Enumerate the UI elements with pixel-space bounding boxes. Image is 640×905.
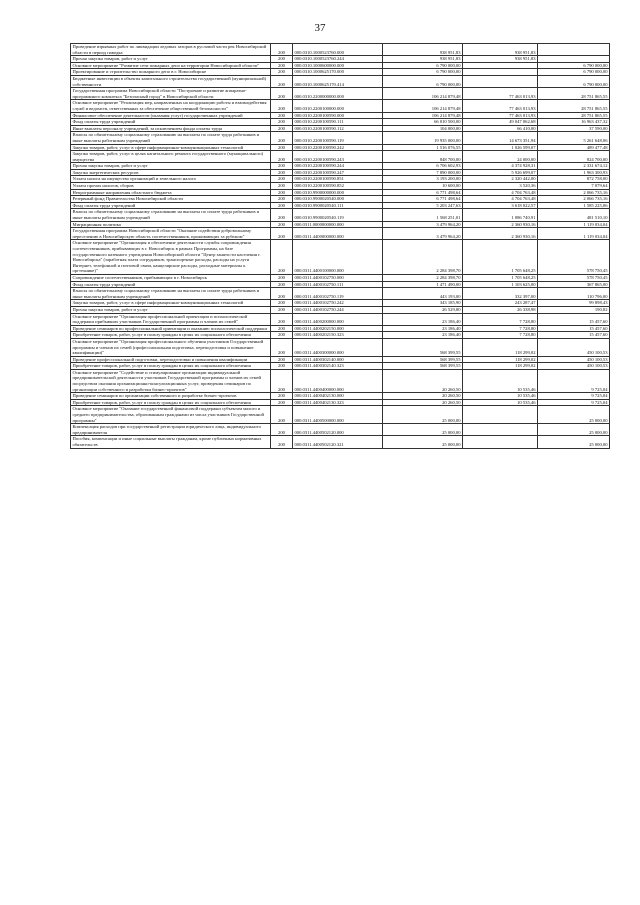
row-classification-code-cell: 000.0311.4400400000.000	[293, 369, 383, 392]
row-executed-amount-cell	[463, 436, 538, 448]
row-executed-amount-cell: 2 320 442,00	[463, 176, 538, 183]
row-approved-amount-cell: 20 260,50	[383, 399, 463, 406]
row-unexecuted-amount-cell: 1 119 034,04	[538, 221, 610, 228]
row-code-cell: 200	[271, 144, 293, 151]
row-code-cell: 200	[271, 151, 293, 163]
row-unexecuted-amount-cell: 9 725,04	[538, 369, 610, 392]
table-row	[71, 62, 610, 69]
row-classification-code-cell: 000.0310.1000523760.000	[293, 44, 383, 56]
row-classification-code-cell: 000.0311.0000000000.000	[293, 221, 383, 228]
row-code-cell: 200	[271, 202, 293, 209]
row-approved-amount-cell: 20 260,50	[383, 393, 463, 400]
row-unexecuted-amount-cell: 7 079,64	[538, 183, 610, 190]
table-row	[71, 88, 610, 100]
row-unexecuted-amount-cell: 16 963 437,32	[538, 119, 610, 126]
row-unexecuted-amount-cell: 15 457,60	[538, 325, 610, 332]
row-name-cell: Фонд оплаты труда учреждений	[71, 202, 271, 209]
row-unexecuted-amount-cell: 578 750,45	[538, 240, 610, 275]
row-unexecuted-amount-cell: 5 261 648,06	[538, 132, 610, 144]
row-executed-amount-cell: 77 463 013,93	[463, 100, 538, 112]
row-executed-amount-cell	[463, 406, 538, 424]
row-unexecuted-amount-cell: 2 331 674,12	[538, 163, 610, 170]
row-unexecuted-amount-cell: 25 000,00	[538, 406, 610, 424]
row-unexecuted-amount-cell: 1 963 300,93	[538, 169, 610, 176]
row-approved-amount-cell: 2 284 398,70	[383, 240, 463, 275]
row-executed-amount-cell: 118 299,02	[463, 356, 538, 363]
row-classification-code-cell: 000.0310.1000625170.000	[293, 69, 383, 76]
row-approved-amount-cell: 938 951,83	[383, 44, 463, 56]
row-approved-amount-cell: 6 706 602,93	[383, 163, 463, 170]
row-executed-amount-cell: 49 047 062,68	[463, 119, 538, 126]
row-unexecuted-amount-cell	[538, 44, 610, 56]
row-code-cell: 200	[271, 281, 293, 288]
row-unexecuted-amount-cell: 367 865,00	[538, 281, 610, 288]
row-approved-amount-cell: 568 399,55	[383, 338, 463, 356]
row-name-cell: Приобретение товаров, работ, услуг в пользу граждан в целях их социального обеспечения	[71, 332, 271, 339]
row-code-cell: 200	[271, 221, 293, 228]
row-name-cell: Фонд оплаты труда учреждений	[71, 281, 271, 288]
table-row	[71, 240, 610, 275]
row-unexecuted-amount-cell: 99 898,43	[538, 300, 610, 307]
row-code-cell: 200	[271, 436, 293, 448]
row-code-cell: 200	[271, 75, 293, 87]
row-approved-amount-cell: 3 193 200,00	[383, 176, 463, 183]
row-executed-amount-cell: 14 673 351,94	[463, 132, 538, 144]
row-name-cell: Уплата налога на имущество организаций и земельного налога	[71, 176, 271, 183]
row-classification-code-cell: 000.0311.4400502120.321	[293, 436, 383, 448]
row-executed-amount-cell: 4 704 763,48	[463, 189, 538, 196]
row-executed-amount-cell	[463, 69, 538, 76]
row-unexecuted-amount-cell: 6 790 000,00	[538, 69, 610, 76]
row-code-cell: 200	[271, 209, 293, 221]
row-classification-code-cell: 000.0310.2200100000.000	[293, 100, 383, 112]
row-approved-amount-cell: 6 790 000,00	[383, 69, 463, 76]
table-row	[71, 100, 610, 112]
row-unexecuted-amount-cell: 872 758,00	[538, 176, 610, 183]
row-unexecuted-amount-cell: 190,82	[538, 306, 610, 313]
row-code-cell: 200	[271, 189, 293, 196]
row-classification-code-cell: 000.0311.4400200000.000	[293, 313, 383, 325]
row-code-cell: 200	[271, 338, 293, 356]
row-executed-amount-cell: 26 338,98	[463, 306, 538, 313]
row-classification-code-cell: 000.0311.4400102750.119	[293, 288, 383, 300]
row-executed-amount-cell	[463, 62, 538, 69]
row-name-cell: Сопровождение соотечественников, прибывающих в г. Новосибирск	[71, 274, 271, 281]
row-approved-amount-cell: 3 479 964,20	[383, 228, 463, 240]
table-row	[71, 221, 610, 228]
row-name-cell: Прочая закупка товаров, работ и услуг	[71, 306, 271, 313]
row-name-cell: Государственная программа Новосибирской области "Оказание содействия добровольному переселению в Новосибирскую область соотечественников, проживающих за рубежом"	[71, 228, 271, 240]
row-classification-code-cell: 000.0311.4400202150.323	[293, 332, 383, 339]
row-unexecuted-amount-cell: 6 790 000,00	[538, 62, 610, 69]
row-classification-code-cell: 000.0310.2200100590.000	[293, 112, 383, 119]
row-code-cell: 200	[271, 406, 293, 424]
row-code-cell: 200	[271, 369, 293, 392]
row-unexecuted-amount-cell: 110 796,00	[538, 288, 610, 300]
row-executed-amount-cell: 938 951,83	[463, 44, 538, 56]
row-classification-code-cell: 000.0310.2200100590.851	[293, 176, 383, 183]
row-executed-amount-cell: 10 535,46	[463, 393, 538, 400]
row-classification-code-cell: 000.0310.9900020540.119	[293, 209, 383, 221]
row-approved-amount-cell: 66 010 500,00	[383, 119, 463, 126]
page-number: 37	[314, 22, 326, 34]
table-row	[71, 209, 610, 221]
table-body	[71, 44, 610, 449]
row-executed-amount-cell: 938 951,83	[463, 56, 538, 63]
row-unexecuted-amount-cell	[538, 56, 610, 63]
row-unexecuted-amount-cell: 9 725,04	[538, 399, 610, 406]
row-approved-amount-cell: 1 568 251,01	[383, 209, 463, 221]
row-executed-amount-cell: 77 463 013,93	[463, 88, 538, 100]
row-approved-amount-cell: 6 790 000,00	[383, 62, 463, 69]
row-name-cell: Проведение семинаров по организации собственного и разработке бизнес-проектов	[71, 393, 271, 400]
row-classification-code-cell: 000.0310.9900020540.000	[293, 196, 383, 203]
row-unexecuted-amount-cell: 489 477,48	[538, 144, 610, 151]
row-unexecuted-amount-cell: 2 066 735,16	[538, 196, 610, 203]
row-code-cell: 200	[271, 183, 293, 190]
row-executed-amount-cell: 5 926 699,07	[463, 169, 538, 176]
row-code-cell: 200	[271, 69, 293, 76]
row-code-cell: 200	[271, 112, 293, 119]
row-code-cell: 200	[271, 132, 293, 144]
row-approved-amount-cell: 3 479 964,20	[383, 221, 463, 228]
row-approved-amount-cell: 6 790 000,00	[383, 75, 463, 87]
row-code-cell: 200	[271, 274, 293, 281]
row-executed-amount-cell: 4 374 928,31	[463, 163, 538, 170]
row-classification-code-cell: 000.0310.2200100590.119	[293, 132, 383, 144]
row-unexecuted-amount-cell: 578 750,45	[538, 274, 610, 281]
row-classification-code-cell: 000.0311.4400102750.111	[293, 281, 383, 288]
row-classification-code-cell: 000.0311.4400402130.000	[293, 393, 383, 400]
table-row	[71, 393, 610, 400]
row-classification-code-cell: 000.0311.4400102750.000	[293, 274, 383, 281]
table-row	[71, 112, 610, 119]
row-approved-amount-cell: 19 935 000,00	[383, 132, 463, 144]
table-row	[71, 125, 610, 132]
row-unexecuted-amount-cell: 450 100,53	[538, 356, 610, 363]
row-name-cell: Государственная программа Новосибирской области "Построение и развитие аппаратно-программного комплекса "Безопасный город" в Новосибирской области	[71, 88, 271, 100]
row-name-cell: Основное мероприятие "Организация профессиональной ориентации и психологической поддержки прибывших участников Государственной программы и членов их семей"	[71, 313, 271, 325]
row-executed-amount-cell: 1 705 648,25	[463, 240, 538, 275]
row-approved-amount-cell: 568 399,55	[383, 363, 463, 370]
row-executed-amount-cell: 7 728,80	[463, 313, 538, 325]
row-name-cell: Иные выплаты персоналу учреждений, за исключением фонда оплаты труда	[71, 125, 271, 132]
row-unexecuted-amount-cell: 2 066 735,16	[538, 189, 610, 196]
row-unexecuted-amount-cell: 15 457,60	[538, 332, 610, 339]
table-row	[71, 399, 610, 406]
row-unexecuted-amount-cell: 15 457,60	[538, 313, 610, 325]
row-name-cell: Приобретение товаров, работ, услуг в пользу граждан в целях их социального обеспечения	[71, 399, 271, 406]
row-classification-code-cell: 000.0310.2200100590.247	[293, 169, 383, 176]
table-row	[71, 281, 610, 288]
row-approved-amount-cell: 6 771 498,64	[383, 189, 463, 196]
row-name-cell: Проведение взрывных работ по ликвидации ледовых заторов в русловой части рек Новосибирской области в период паводка	[71, 44, 271, 56]
row-approved-amount-cell: 26 529,80	[383, 306, 463, 313]
row-unexecuted-amount-cell: 28 751 865,55	[538, 112, 610, 119]
row-unexecuted-amount-cell: 1 585 225,06	[538, 202, 610, 209]
row-name-cell: Взносы по обязательному социальному страхованию на выплаты по оплате труда работников и иные выплаты работникам учреждений	[71, 209, 271, 221]
table-row	[71, 424, 610, 436]
table-row	[71, 338, 610, 356]
row-classification-code-cell: 000.0311.4400502120.000	[293, 424, 383, 436]
row-executed-amount-cell: 66 410,00	[463, 125, 538, 132]
row-executed-amount-cell: 1 026 599,07	[463, 144, 538, 151]
row-approved-amount-cell: 25 000,00	[383, 406, 463, 424]
row-code-cell: 200	[271, 125, 293, 132]
table-row	[71, 274, 610, 281]
row-name-cell: Проектирование и строительство пожарного депо в г. Новосибирске	[71, 69, 271, 76]
row-executed-amount-cell: 24 000,00	[463, 151, 538, 163]
row-approved-amount-cell: 10 600,00	[383, 183, 463, 190]
row-classification-code-cell: 000.0311.4400000000.000	[293, 228, 383, 240]
row-code-cell: 200	[271, 325, 293, 332]
row-name-cell: Финансовое обеспечение деятельности (оказания услуг) государственных учреждений	[71, 112, 271, 119]
row-code-cell: 200	[271, 240, 293, 275]
row-unexecuted-amount-cell: 824 700,00	[538, 151, 610, 163]
table-row	[71, 369, 610, 392]
table-row	[71, 75, 610, 87]
row-approved-amount-cell: 25 000,00	[383, 424, 463, 436]
table-row	[71, 169, 610, 176]
row-name-cell: Прочая закупка товаров, работ и услуг	[71, 56, 271, 63]
row-name-cell: Компенсация расходов при государственной регистрации юридического лица, индивидуального предпринимателя	[71, 424, 271, 436]
row-name-cell: Прочая закупка товаров, работ и услуг	[71, 163, 271, 170]
row-classification-code-cell: 000.0310.1000523760.244	[293, 56, 383, 63]
row-code-cell: 200	[271, 44, 293, 56]
table-row	[71, 363, 610, 370]
row-code-cell: 200	[271, 356, 293, 363]
table-row	[71, 69, 610, 76]
table-row	[71, 436, 610, 448]
row-classification-code-cell: 000.0310.2200100590.852	[293, 183, 383, 190]
table-row	[71, 144, 610, 151]
row-code-cell: 200	[271, 119, 293, 126]
row-classification-code-cell: 000.0310.9900000000.000	[293, 189, 383, 196]
row-approved-amount-cell: 6 771 498,64	[383, 196, 463, 203]
row-name-cell: Бюджетные инвестиции в объекты капитального строительства государственной (муниципальной) собственности	[71, 75, 271, 87]
row-classification-code-cell: 000.0310.1000625170.414	[293, 75, 383, 87]
row-approved-amount-cell: 104 000,00	[383, 125, 463, 132]
row-approved-amount-cell: 1 471 490,00	[383, 281, 463, 288]
row-unexecuted-amount-cell: 1 119 034,04	[538, 228, 610, 240]
row-code-cell: 200	[271, 88, 293, 100]
row-approved-amount-cell: 106 214 879,48	[383, 88, 463, 100]
table-row	[71, 325, 610, 332]
row-code-cell: 200	[271, 176, 293, 183]
row-classification-code-cell: 000.0311.4400100000.000	[293, 240, 383, 275]
row-name-cell: Проведение профессиональной подготовки, переподготовки и повышения квалификации	[71, 356, 271, 363]
row-classification-code-cell: 000.0311.4400302140.000	[293, 356, 383, 363]
row-classification-code-cell: 000.0311.4400102750.244	[293, 306, 383, 313]
row-executed-amount-cell: 3 520,36	[463, 183, 538, 190]
row-code-cell: 200	[271, 163, 293, 170]
row-executed-amount-cell: 332 397,00	[463, 288, 538, 300]
row-name-cell: Закупка энергетических ресурсов	[71, 169, 271, 176]
row-name-cell: Основное мероприятие "Оказание государственной финансовой поддержки субъектам малого и среднего предпринимательства, образованным гражданами из числа участников Государственной программы"	[71, 406, 271, 424]
budget-execution-table	[70, 43, 610, 449]
row-name-cell: Проведение семинаров по профессиональной ориентации и оказанию психологической поддержки	[71, 325, 271, 332]
row-approved-amount-cell: 20 260,50	[383, 369, 463, 392]
table-row	[71, 356, 610, 363]
row-name-cell: Пособия, компенсации и иные социальные выплаты гражданам, кроме публичных нормативных обязательств	[71, 436, 271, 448]
row-executed-amount-cell: 243 287,47	[463, 300, 538, 307]
row-unexecuted-amount-cell: 25 000,00	[538, 436, 610, 448]
row-code-cell: 200	[271, 100, 293, 112]
row-name-cell: Основное мероприятие "Реализация мер, направленных на координацию работы и взаимодействия служб и ведомств, ответственных за обеспечение общественной безопасности"	[71, 100, 271, 112]
row-unexecuted-amount-cell: 25 000,00	[538, 424, 610, 436]
row-executed-amount-cell: 118 299,02	[463, 338, 538, 356]
row-code-cell: 200	[271, 306, 293, 313]
row-approved-amount-cell: 343 185,90	[383, 300, 463, 307]
table-row	[71, 406, 610, 424]
table-row	[71, 151, 610, 163]
table-row	[71, 313, 610, 325]
row-executed-amount-cell: 1 086 740,91	[463, 209, 538, 221]
row-name-cell: Миграционная политика	[71, 221, 271, 228]
row-code-cell: 200	[271, 399, 293, 406]
row-classification-code-cell: 000.0310.2200100590.111	[293, 119, 383, 126]
row-approved-amount-cell: 23 186,40	[383, 325, 463, 332]
table-row	[71, 189, 610, 196]
row-approved-amount-cell: 23 186,40	[383, 313, 463, 325]
row-approved-amount-cell: 1 516 076,55	[383, 144, 463, 151]
row-name-cell: Непрограммные направления областного бюджета	[71, 189, 271, 196]
row-unexecuted-amount-cell: 9 725,04	[538, 393, 610, 400]
row-name-cell: Резервный фонд Правительства Новосибирской области	[71, 196, 271, 203]
table-row	[71, 228, 610, 240]
row-name-cell: Взносы по обязательному социальному страхованию на выплаты по оплате труда работников и иные выплаты работникам учреждений	[71, 288, 271, 300]
row-classification-code-cell: 000.0311.4400500000.000	[293, 406, 383, 424]
row-unexecuted-amount-cell: 28 751 865,55	[538, 100, 610, 112]
row-code-cell: 200	[271, 393, 293, 400]
row-classification-code-cell: 000.0310.1000600000.000	[293, 62, 383, 69]
row-code-cell: 200	[271, 62, 293, 69]
row-approved-amount-cell: 25 000,00	[383, 436, 463, 448]
row-executed-amount-cell: 1 103 625,00	[463, 281, 538, 288]
row-classification-code-cell: 000.0311.4400302140.323	[293, 363, 383, 370]
row-code-cell: 200	[271, 56, 293, 63]
row-name-cell: Основное мероприятие "Содействие и стимулирование организации индивидуальной предпринимательской деятельности участников Государственной программы и членов их семей посредством оказания организационно-консультационных услуг, проведения семинаров по организации собственного и разработки бизнес-проектов"	[71, 369, 271, 392]
row-unexecuted-amount-cell: 6 790 000,00	[538, 75, 610, 87]
row-classification-code-cell: 000.0310.2200000000.000	[293, 88, 383, 100]
row-classification-code-cell: 000.0310.2200100590.112	[293, 125, 383, 132]
row-unexecuted-amount-cell: 450 100,53	[538, 338, 610, 356]
row-name-cell: Взносы по обязательному социальному страхованию на выплаты по оплате труда работников и иные выплаты работникам учреждений	[71, 132, 271, 144]
table-row	[71, 176, 610, 183]
table-row	[71, 163, 610, 170]
table-row	[71, 332, 610, 339]
row-executed-amount-cell: 7 728,80	[463, 332, 538, 339]
row-approved-amount-cell: 443 193,00	[383, 288, 463, 300]
row-executed-amount-cell: 3 618 022,57	[463, 202, 538, 209]
row-code-cell: 200	[271, 332, 293, 339]
row-name-cell: Приобретение товаров, работ, услуг в пользу граждан в целях их социального обеспечения	[71, 363, 271, 370]
row-executed-amount-cell: 1 705 648,25	[463, 274, 538, 281]
row-executed-amount-cell	[463, 424, 538, 436]
table-row	[71, 132, 610, 144]
row-classification-code-cell: 000.0310.2200100590.242	[293, 144, 383, 151]
table-row	[71, 202, 610, 209]
table-row	[71, 306, 610, 313]
table-row	[71, 196, 610, 203]
row-executed-amount-cell: 77 463 013,93	[463, 112, 538, 119]
row-executed-amount-cell: 4 704 763,48	[463, 196, 538, 203]
table-row	[71, 288, 610, 300]
row-approved-amount-cell: 106 214 879,48	[383, 100, 463, 112]
row-name-cell: Основное мероприятие "Организация и обеспечение деятельности службы сопровождения соотечественников, прибывающих в г. Новосибирск в рамках Программы, на базе государственного казенного учреждения Новосибирской области "Центр занятости населения г. Новосибирска" (заработная плата сотрудников, транспортные расходы, расходы на услуги Интернет, телефонной и почтовой связи, канцелярские расходы, расходные материалы к оргтехнике)"	[71, 240, 271, 275]
row-classification-code-cell: 000.0311.4400300000.000	[293, 338, 383, 356]
row-classification-code-cell: 000.0310.9900020540.111	[293, 202, 383, 209]
row-name-cell: Закупка товаров, работ, услуг в сфере информационно-коммуникационных технологий	[71, 144, 271, 151]
row-executed-amount-cell: 10 535,46	[463, 369, 538, 392]
row-approved-amount-cell: 938 951,83	[383, 56, 463, 63]
row-code-cell: 200	[271, 363, 293, 370]
row-executed-amount-cell	[463, 75, 538, 87]
row-classification-code-cell: 000.0311.4400102750.242	[293, 300, 383, 307]
row-code-cell: 200	[271, 313, 293, 325]
row-code-cell: 200	[271, 169, 293, 176]
row-name-cell: Закупка товаров, работ, услуг в целях капитального ремонта государственного (муниципального) имущества	[71, 151, 271, 163]
row-classification-code-cell: 000.0311.4400402130.323	[293, 399, 383, 406]
row-name-cell: Закупка товаров, работ, услуг в сфере информационно-коммуникационных технологий	[71, 300, 271, 307]
row-code-cell: 200	[271, 288, 293, 300]
table-row	[71, 300, 610, 307]
row-executed-amount-cell: 118 299,02	[463, 363, 538, 370]
row-approved-amount-cell: 23 186,40	[383, 332, 463, 339]
row-executed-amount-cell: 7 728,80	[463, 325, 538, 332]
row-approved-amount-cell: 5 203 247,63	[383, 202, 463, 209]
row-unexecuted-amount-cell: 481 510,10	[538, 209, 610, 221]
row-classification-code-cell: 000.0310.2200100590.244	[293, 163, 383, 170]
row-name-cell: Основное мероприятие "Развитие сети пожарных депо на территории Новосибирской области"	[71, 62, 271, 69]
row-code-cell: 200	[271, 300, 293, 307]
row-executed-amount-cell: 2 360 930,16	[463, 221, 538, 228]
table-row	[71, 183, 610, 190]
row-approved-amount-cell: 106 214 879,48	[383, 112, 463, 119]
row-code-cell: 200	[271, 228, 293, 240]
row-code-cell: 200	[271, 424, 293, 436]
row-unexecuted-amount-cell: 450 100,53	[538, 363, 610, 370]
row-approved-amount-cell: 568 399,55	[383, 356, 463, 363]
row-name-cell: Основное мероприятие "Организация профессионального обучения участников Государственной программы и членов их семей (профессиональная подготовка, переподготовка и повышение квалификации)"	[71, 338, 271, 356]
row-unexecuted-amount-cell: 28 751 865,55	[538, 88, 610, 100]
row-executed-amount-cell: 10 535,46	[463, 399, 538, 406]
row-executed-amount-cell: 2 360 930,16	[463, 228, 538, 240]
table-row	[71, 56, 610, 63]
row-classification-code-cell: 000.0311.4400202150.000	[293, 325, 383, 332]
row-approved-amount-cell: 7 890 000,00	[383, 169, 463, 176]
row-code-cell: 200	[271, 196, 293, 203]
row-approved-amount-cell: 848 700,00	[383, 151, 463, 163]
row-name-cell: Уплата прочих налогов, сборов	[71, 183, 271, 190]
row-unexecuted-amount-cell: 37 590,00	[538, 125, 610, 132]
row-name-cell: Фонд оплаты труда учреждений	[71, 119, 271, 126]
table-row	[71, 119, 610, 126]
row-classification-code-cell: 000.0310.2200100590.243	[293, 151, 383, 163]
row-approved-amount-cell: 2 284 398,70	[383, 274, 463, 281]
table-row	[71, 44, 610, 56]
